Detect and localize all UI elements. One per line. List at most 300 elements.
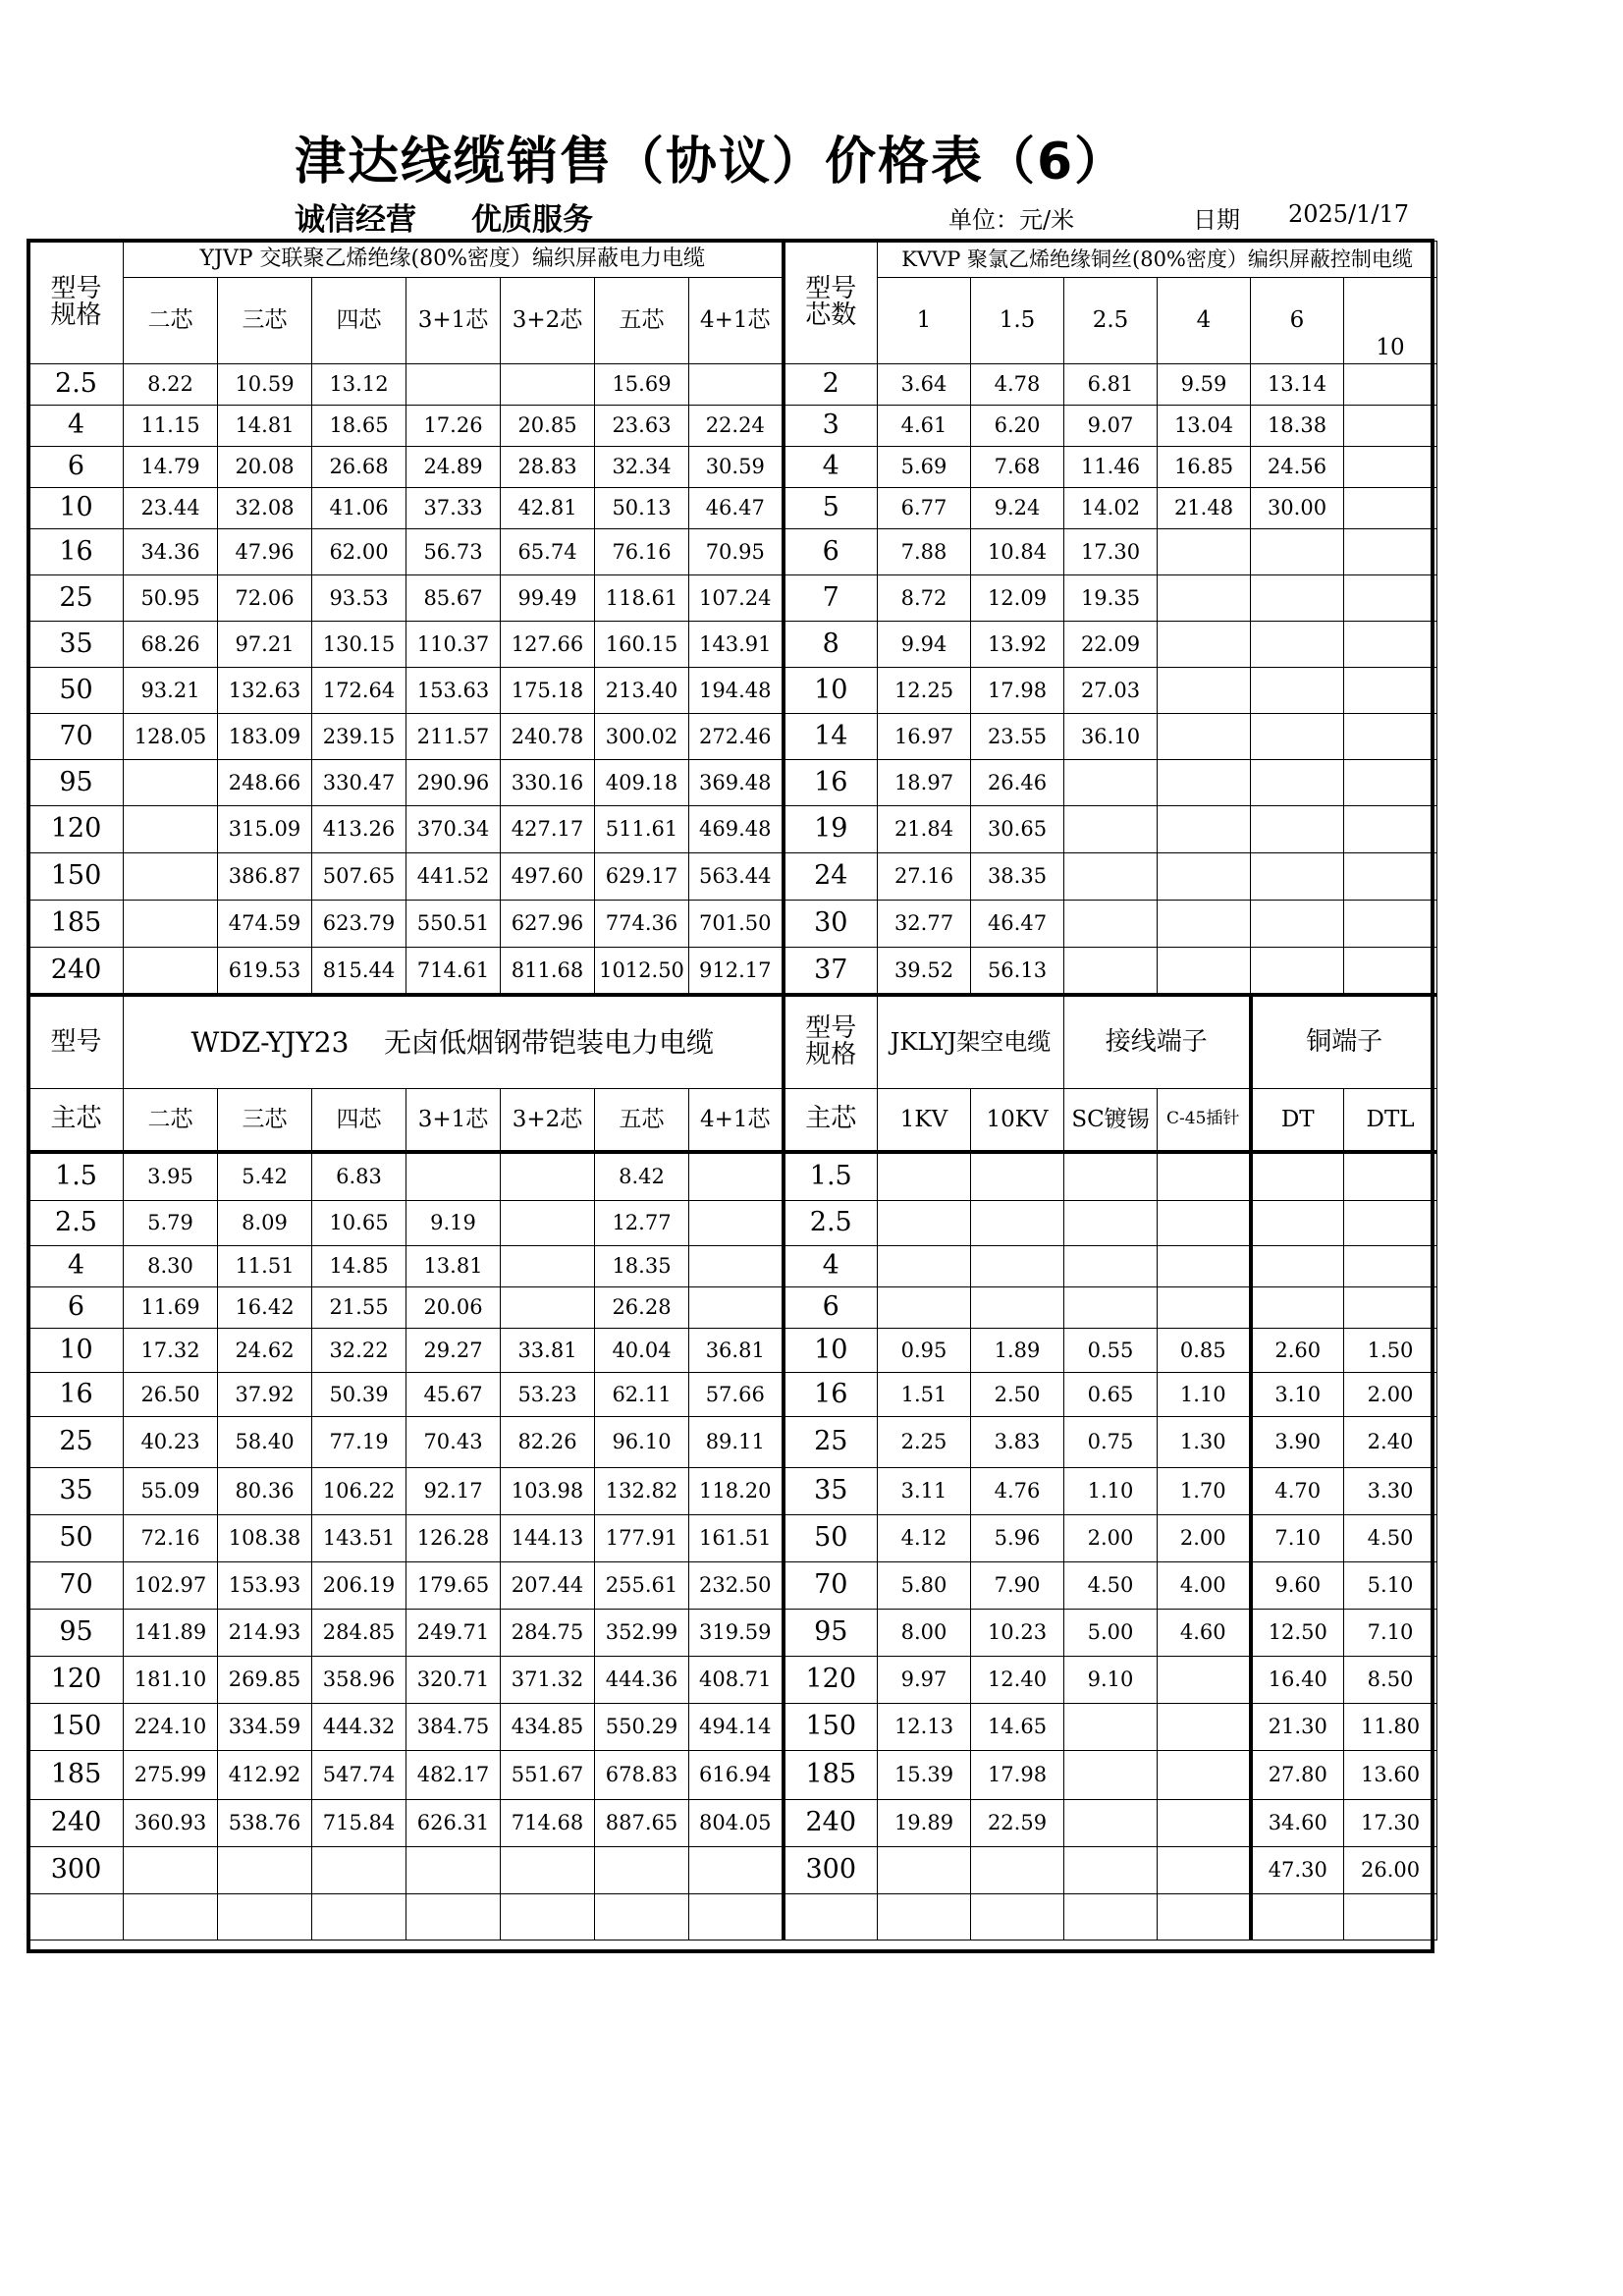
table2-price-cell: 13.04: [1158, 406, 1251, 447]
table2-price-cell: 18.38: [1251, 406, 1344, 447]
table4-price-cell: 17.30: [1344, 1800, 1437, 1847]
table3-size-cell: 185: [29, 1751, 124, 1800]
table3-price-cell: 10.65: [312, 1201, 406, 1246]
table3-price-cell: [501, 1246, 595, 1287]
table2-price-cell: 9.59: [1158, 364, 1251, 406]
table2-price-cell: 14.02: [1064, 488, 1158, 529]
slogan-integrity: 诚信经营: [295, 202, 416, 238]
table4-col-header: DTL: [1344, 1089, 1437, 1152]
table1-price-cell: 93.53: [312, 575, 406, 622]
table2-price-cell: 30.65: [971, 806, 1064, 853]
table4-size-cell: 240: [784, 1800, 878, 1847]
table1-price-cell: 300.02: [595, 714, 689, 760]
table1-price-cell: 811.68: [501, 948, 595, 995]
table4-terminal-title: 接线端子: [1064, 995, 1251, 1089]
table1-price-cell: 97.21: [218, 622, 312, 668]
upper-column-header-row: [29, 278, 1437, 364]
page-title: 津达线缆销售（协议）价格表（6）: [295, 133, 1128, 191]
table3-price-cell: 80.36: [218, 1468, 312, 1515]
table4-price-cell: [1158, 1287, 1251, 1329]
table3-price-cell: 55.09: [124, 1468, 218, 1515]
upper-table-row: [29, 622, 1437, 668]
table3-price-cell: 32.22: [312, 1329, 406, 1373]
table4-price-cell: [878, 1847, 971, 1894]
table2-price-cell: [1344, 575, 1437, 622]
table3-col-header: 四芯: [312, 1089, 406, 1152]
table2-price-cell: [1064, 853, 1158, 901]
table4-price-cell: 27.80: [1251, 1751, 1344, 1800]
table1-size-cell: 25: [29, 575, 124, 622]
table4-price-cell: 4.70: [1251, 1468, 1344, 1515]
table1-col-5core: 五芯: [595, 278, 689, 364]
table1-size-cell: 70: [29, 714, 124, 760]
table1-price-cell: 65.74: [501, 529, 595, 575]
table2-price-cell: [1251, 529, 1344, 575]
table3-price-cell: 92.17: [406, 1468, 501, 1515]
table3-size-cell: 10: [29, 1329, 124, 1373]
table4-copper-title: 铜端子: [1251, 995, 1437, 1089]
table3-price-cell: 37.92: [218, 1373, 312, 1417]
table1-price-cell: 701.50: [689, 901, 784, 948]
table4-size-cell: [784, 1894, 878, 1941]
table4-corner-line2: 规格: [805, 1040, 857, 1070]
table3-price-cell: 804.05: [689, 1800, 784, 1847]
table3-price-cell: 106.22: [312, 1468, 406, 1515]
table4-size-cell: 10: [784, 1329, 878, 1373]
table3-price-cell: 482.17: [406, 1751, 501, 1800]
table2-price-cell: 8.72: [878, 575, 971, 622]
table3-size-cell: 4: [29, 1246, 124, 1287]
table3-price-cell: [501, 1894, 595, 1941]
table1-col-3core: 三芯: [218, 278, 312, 364]
table2-price-cell: 16.97: [878, 714, 971, 760]
table1-price-cell: 62.00: [312, 529, 406, 575]
table4-price-cell: [1158, 1657, 1251, 1704]
table2-price-cell: 6.77: [878, 488, 971, 529]
table4-price-cell: 9.97: [878, 1657, 971, 1704]
table3-price-cell: 8.42: [595, 1152, 689, 1201]
table1-price-cell: 912.17: [689, 948, 784, 995]
table4-price-cell: [1251, 1201, 1344, 1246]
table4-size-cell: 4: [784, 1246, 878, 1287]
table2-price-cell: 23.55: [971, 714, 1064, 760]
table4-price-cell: 7.10: [1251, 1515, 1344, 1562]
table2-price-cell: 27.03: [1064, 668, 1158, 714]
lower-table-row: [29, 1515, 1437, 1562]
table1-price-cell: 183.09: [218, 714, 312, 760]
table3-price-cell: 232.50: [689, 1562, 784, 1610]
table2-price-cell: [1064, 806, 1158, 853]
table2-price-cell: [1251, 714, 1344, 760]
table4-main-core-label: 主芯: [784, 1089, 878, 1152]
table4-price-cell: [1064, 1751, 1158, 1800]
table3-price-cell: 181.10: [124, 1657, 218, 1704]
table1-price-cell: 93.21: [124, 668, 218, 714]
table3-price-cell: 89.11: [689, 1417, 784, 1468]
table2-cores-cell: 5: [784, 488, 878, 529]
table2-cores-cell: 30: [784, 901, 878, 948]
upper-table-row: [29, 529, 1437, 575]
table2-price-cell: [1251, 901, 1344, 948]
table1-col-4core: 四芯: [312, 278, 406, 364]
table4-price-cell: 47.30: [1251, 1847, 1344, 1894]
table4-price-cell: 4.60: [1158, 1610, 1251, 1657]
table3-price-cell: 551.67: [501, 1751, 595, 1800]
table4-price-cell: 22.59: [971, 1800, 1064, 1847]
table4-price-cell: [1251, 1246, 1344, 1287]
table2-price-cell: [1251, 760, 1344, 806]
lower-column-header-row: [29, 1089, 1437, 1152]
table4-price-cell: [1344, 1152, 1437, 1201]
table4-price-cell: 1.10: [1158, 1373, 1251, 1417]
table1-price-cell: 127.66: [501, 622, 595, 668]
table2-price-cell: [1251, 806, 1344, 853]
table1-price-cell: 107.24: [689, 575, 784, 622]
table4-price-cell: [1158, 1704, 1251, 1751]
table4-col-header: C-45插针: [1158, 1089, 1251, 1152]
table2-price-cell: [1064, 760, 1158, 806]
table3-price-cell: 132.82: [595, 1468, 689, 1515]
table3-price-cell: 358.96: [312, 1657, 406, 1704]
table4-price-cell: 1.70: [1158, 1468, 1251, 1515]
table1-price-cell: 413.26: [312, 806, 406, 853]
table2-col-1-5: 1.5: [971, 278, 1064, 364]
table2-price-cell: 10.84: [971, 529, 1064, 575]
table4-price-cell: [878, 1152, 971, 1201]
table4-price-cell: 4.00: [1158, 1562, 1251, 1610]
table4-price-cell: 0.95: [878, 1329, 971, 1373]
table1-price-cell: 386.87: [218, 853, 312, 901]
table3-price-cell: [124, 1847, 218, 1894]
table1-price-cell: 37.33: [406, 488, 501, 529]
table2-price-cell: 6.20: [971, 406, 1064, 447]
table4-price-cell: [1064, 1287, 1158, 1329]
table4-price-cell: 3.30: [1344, 1468, 1437, 1515]
table4-price-cell: 34.60: [1251, 1800, 1344, 1847]
table2-price-cell: [1344, 406, 1437, 447]
table4-size-cell: 70: [784, 1562, 878, 1610]
lower-table-row: [29, 1610, 1437, 1657]
table3-price-cell: 161.51: [689, 1515, 784, 1562]
table3-price-cell: 255.61: [595, 1562, 689, 1610]
table1-price-cell: 427.17: [501, 806, 595, 853]
table2-price-cell: [1158, 760, 1251, 806]
table3-price-cell: 547.74: [312, 1751, 406, 1800]
table3-price-cell: 29.27: [406, 1329, 501, 1373]
table4-col-header: 1KV: [878, 1089, 971, 1152]
table3-price-cell: 269.85: [218, 1657, 312, 1704]
lower-table-row: [29, 1417, 1437, 1468]
upper-table-row: [29, 948, 1437, 995]
table4-price-cell: 16.40: [1251, 1657, 1344, 1704]
table3-price-cell: 887.65: [595, 1800, 689, 1847]
table3-price-cell: 6.83: [312, 1152, 406, 1201]
table3-price-cell: [406, 1894, 501, 1941]
table4-price-cell: 8.00: [878, 1610, 971, 1657]
table1-col-2core: 二芯: [124, 278, 218, 364]
table4-price-cell: 3.10: [1251, 1373, 1344, 1417]
table4-price-cell: 2.50: [971, 1373, 1064, 1417]
table4-price-cell: [878, 1894, 971, 1941]
table3-price-cell: 320.71: [406, 1657, 501, 1704]
table2-price-cell: 9.07: [1064, 406, 1158, 447]
table3-price-cell: [218, 1847, 312, 1894]
table2-cores-cell: 37: [784, 948, 878, 995]
table2-price-cell: [1158, 806, 1251, 853]
table3-price-cell: 58.40: [218, 1417, 312, 1468]
table4-size-cell: 35: [784, 1468, 878, 1515]
table2-price-cell: 56.13: [971, 948, 1064, 995]
lower-table-row: [29, 1373, 1437, 1417]
table3-price-cell: [689, 1152, 784, 1201]
table4-price-cell: 11.80: [1344, 1704, 1437, 1751]
table1-price-cell: [124, 948, 218, 995]
table2-price-cell: 18.97: [878, 760, 971, 806]
table4-price-cell: 13.60: [1344, 1751, 1437, 1800]
table3-col-header: 3+1芯: [406, 1089, 501, 1152]
table2-price-cell: [1344, 760, 1437, 806]
table1-size-cell: 6: [29, 447, 124, 488]
table1-price-cell: 143.91: [689, 622, 784, 668]
lower-table-row: [29, 1894, 1437, 1941]
table4-price-cell: [1158, 1246, 1251, 1287]
table1-price-cell: 507.65: [312, 853, 406, 901]
table1-price-cell: [689, 364, 784, 406]
table4-price-cell: [1158, 1800, 1251, 1847]
table3-price-cell: 21.55: [312, 1287, 406, 1329]
table3-price-cell: 214.93: [218, 1610, 312, 1657]
table3-price-cell: 26.50: [124, 1373, 218, 1417]
table4-price-cell: 2.25: [878, 1417, 971, 1468]
table4-col-header: 10KV: [971, 1089, 1064, 1152]
table4-price-cell: 1.50: [1344, 1329, 1437, 1373]
table1-price-cell: 23.44: [124, 488, 218, 529]
slogan-service: 优质服务: [471, 202, 593, 238]
table1-price-cell: 511.61: [595, 806, 689, 853]
table3-price-cell: 319.59: [689, 1610, 784, 1657]
table1-price-cell: 240.78: [501, 714, 595, 760]
table1-price-cell: 47.96: [218, 529, 312, 575]
table1-price-cell: 409.18: [595, 760, 689, 806]
table2-cores-cell: 14: [784, 714, 878, 760]
table4-price-cell: [878, 1287, 971, 1329]
table1-price-cell: 369.48: [689, 760, 784, 806]
table4-corner-line1: 型号: [805, 1012, 857, 1043]
table3-col-header: 三芯: [218, 1089, 312, 1152]
table4-price-cell: 1.10: [1064, 1468, 1158, 1515]
table2-price-cell: [1344, 529, 1437, 575]
price-table-body: [29, 242, 1437, 1941]
table2-price-cell: [1064, 948, 1158, 995]
table3-price-cell: 12.77: [595, 1201, 689, 1246]
table3-price-cell: 538.76: [218, 1800, 312, 1847]
table3-price-cell: [218, 1894, 312, 1941]
table2-price-cell: 11.46: [1064, 447, 1158, 488]
table2-price-cell: [1158, 668, 1251, 714]
table3-price-cell: 108.38: [218, 1515, 312, 1562]
table4-price-cell: [1064, 1847, 1158, 1894]
table3-price-cell: [312, 1847, 406, 1894]
table1-size-cell: 50: [29, 668, 124, 714]
table3-size-cell: 25: [29, 1417, 124, 1468]
table3-price-cell: [406, 1152, 501, 1201]
table1-price-cell: 32.34: [595, 447, 689, 488]
lower-table-row: [29, 1287, 1437, 1329]
upper-table-row: [29, 901, 1437, 948]
table1-price-cell: 175.18: [501, 668, 595, 714]
table2-price-cell: [1344, 488, 1437, 529]
table4-price-cell: [1064, 1152, 1158, 1201]
table1-price-cell: [501, 364, 595, 406]
table2-price-cell: [1251, 668, 1344, 714]
table1-size-cell: 35: [29, 622, 124, 668]
table3-price-cell: 45.67: [406, 1373, 501, 1417]
table2-cores-cell: 10: [784, 668, 878, 714]
table2-price-cell: [1158, 622, 1251, 668]
table1-price-cell: 8.22: [124, 364, 218, 406]
table3-price-cell: 18.35: [595, 1246, 689, 1287]
table3-price-cell: 8.30: [124, 1246, 218, 1287]
table3-price-cell: [501, 1201, 595, 1246]
table2-price-cell: [1344, 948, 1437, 995]
lower-table-row: [29, 1657, 1437, 1704]
table3-price-cell: [689, 1847, 784, 1894]
table1-price-cell: 619.53: [218, 948, 312, 995]
table4-price-cell: [1158, 1751, 1251, 1800]
table4-price-cell: 12.40: [971, 1657, 1064, 1704]
table3-price-cell: 206.19: [312, 1562, 406, 1610]
table4-price-cell: 1.30: [1158, 1417, 1251, 1468]
table2-cores-cell: 8: [784, 622, 878, 668]
table1-price-cell: 68.26: [124, 622, 218, 668]
table3-price-cell: [406, 1847, 501, 1894]
table4-price-cell: 7.10: [1344, 1610, 1437, 1657]
table2-price-cell: 9.24: [971, 488, 1064, 529]
table3-price-cell: 179.65: [406, 1562, 501, 1610]
table4-price-cell: 2.00: [1344, 1373, 1437, 1417]
table2-price-cell: 4.61: [878, 406, 971, 447]
table4-price-cell: 4.50: [1064, 1562, 1158, 1610]
table3-price-cell: 40.23: [124, 1417, 218, 1468]
table3-corner: 型号: [29, 995, 124, 1089]
table3-size-cell: 16: [29, 1373, 124, 1417]
table3-price-cell: 126.28: [406, 1515, 501, 1562]
table3-price-cell: 3.95: [124, 1152, 218, 1201]
table2-cores-cell: 6: [784, 529, 878, 575]
table1-price-cell: 99.49: [501, 575, 595, 622]
table3-price-cell: 144.13: [501, 1515, 595, 1562]
table2-price-cell: [1158, 948, 1251, 995]
table3-caption: WDZ-YJY23 无卤低烟钢带铠装电力电缆: [124, 995, 784, 1089]
table2-price-cell: [1158, 575, 1251, 622]
table4-size-cell: 50: [784, 1515, 878, 1562]
table1-price-cell: 153.63: [406, 668, 501, 714]
table3-price-cell: 371.32: [501, 1657, 595, 1704]
table3-price-cell: 275.99: [124, 1751, 218, 1800]
table2-price-cell: 27.16: [878, 853, 971, 901]
table3-price-cell: 678.83: [595, 1751, 689, 1800]
lower-table-row: [29, 1468, 1437, 1515]
table2-price-cell: [1251, 575, 1344, 622]
date-value: 2025/1/17: [1288, 200, 1410, 228]
table4-price-cell: [971, 1152, 1064, 1201]
table3-price-cell: 284.75: [501, 1610, 595, 1657]
table1-caption: YJVP 交联聚乙烯绝缘(80%密度）编织屏蔽电力电缆: [124, 242, 784, 278]
table2-price-cell: [1344, 853, 1437, 901]
table4-price-cell: 1.51: [878, 1373, 971, 1417]
table1-price-cell: 118.61: [595, 575, 689, 622]
lower-table-row: [29, 1201, 1437, 1246]
table3-price-cell: [689, 1246, 784, 1287]
table1-price-cell: 13.12: [312, 364, 406, 406]
table4-price-cell: 5.10: [1344, 1562, 1437, 1610]
table2-price-cell: 21.48: [1158, 488, 1251, 529]
table3-price-cell: 118.20: [689, 1468, 784, 1515]
table2-price-cell: [1344, 447, 1437, 488]
lower-table-row: [29, 1800, 1437, 1847]
table3-size-cell: 1.5: [29, 1152, 124, 1201]
table3-price-cell: 50.39: [312, 1373, 406, 1417]
table1-price-cell: [124, 853, 218, 901]
table3-price-cell: 550.29: [595, 1704, 689, 1751]
table1-size-cell: 16: [29, 529, 124, 575]
table3-price-cell: 352.99: [595, 1610, 689, 1657]
table2-price-cell: 36.10: [1064, 714, 1158, 760]
table4-size-cell: 120: [784, 1657, 878, 1704]
table4-price-cell: [1158, 1847, 1251, 1894]
table1-price-cell: 315.09: [218, 806, 312, 853]
table1-price-cell: 11.15: [124, 406, 218, 447]
table2-price-cell: 6.81: [1064, 364, 1158, 406]
table2-price-cell: 12.09: [971, 575, 1064, 622]
table3-price-cell: [595, 1847, 689, 1894]
table4-col-header: SC镀锡: [1064, 1089, 1158, 1152]
table3-price-cell: 177.91: [595, 1515, 689, 1562]
table3-price-cell: [501, 1287, 595, 1329]
table3-col-header: 4+1芯: [689, 1089, 784, 1152]
table3-price-cell: 24.62: [218, 1329, 312, 1373]
table3-price-cell: [689, 1287, 784, 1329]
table3-price-cell: [124, 1894, 218, 1941]
table3-price-cell: 16.42: [218, 1287, 312, 1329]
table1-price-cell: 194.48: [689, 668, 784, 714]
table4-price-cell: 3.90: [1251, 1417, 1344, 1468]
table1-price-cell: 22.24: [689, 406, 784, 447]
upper-table-row: [29, 714, 1437, 760]
table4-price-cell: 5.96: [971, 1515, 1064, 1562]
table4-price-cell: 10.23: [971, 1610, 1064, 1657]
table1-size-cell: 95: [29, 760, 124, 806]
table1-price-cell: 714.61: [406, 948, 501, 995]
table2-price-cell: [1158, 901, 1251, 948]
upper-table-row: [29, 488, 1437, 529]
table3-price-cell: 412.92: [218, 1751, 312, 1800]
table4-price-cell: 0.55: [1064, 1329, 1158, 1373]
lower-table-row: [29, 1329, 1437, 1373]
table1-price-cell: 128.05: [124, 714, 218, 760]
table3-price-cell: [501, 1847, 595, 1894]
table1-col-3p2core: 3+2芯: [501, 278, 595, 364]
table2-price-cell: 22.09: [1064, 622, 1158, 668]
table4-size-cell: 300: [784, 1847, 878, 1894]
table4-price-cell: 9.60: [1251, 1562, 1344, 1610]
table2-price-cell: [1251, 622, 1344, 668]
table1-price-cell: [124, 806, 218, 853]
table3-price-cell: [501, 1152, 595, 1201]
table4-price-cell: 8.50: [1344, 1657, 1437, 1704]
table4-price-cell: 12.13: [878, 1704, 971, 1751]
table3-price-cell: 224.10: [124, 1704, 218, 1751]
